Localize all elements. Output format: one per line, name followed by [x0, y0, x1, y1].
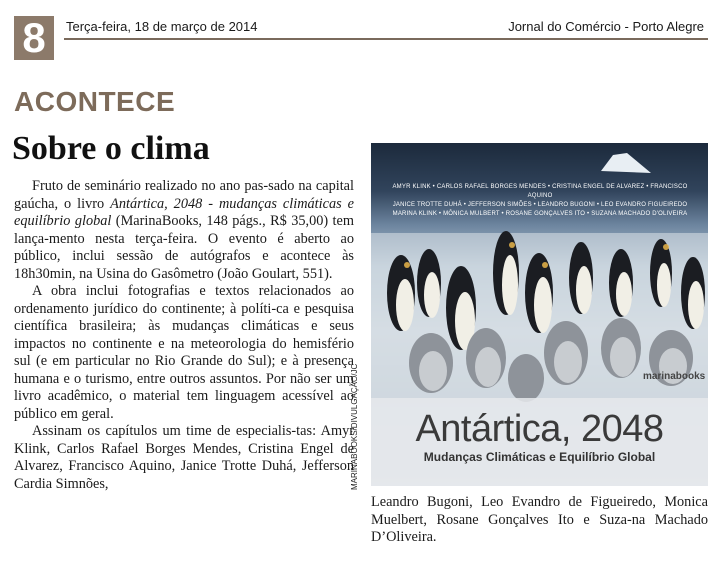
article-continuation: Leandro Bugoni, Leo Evandro de Figueiredo, Monica Muelbert, Rosane Gonçalves Ito e Suza-na Machado D’Oliveira.	[371, 494, 708, 545]
book-cover-title: Antártica, 2048	[415, 408, 664, 450]
article-body	[14, 178, 354, 493]
p1-text-before: Fruto de seminário realizado no ano pas-sado na capital gaúcha, o livro	[14, 178, 354, 212]
book-authors-line-2: JANICE TROTTE DUHÁ • JEFFERSON SIMÕES • LEANDRO BUGONI • LEO EVANDRO FIGUEIREDO	[392, 202, 688, 208]
article-headline: Sobre o clima	[12, 130, 210, 167]
paragraph-3: Assinam os capítulos um time de especialis-tas: Amyr Klink, Carlos Rafael Borges Mendes, Cristina Engel de Alvarez, Francisco Aquino, Janice Trotte Duhá, Jefferson Cardia Simnões,	[14, 423, 354, 492]
page-number: 8	[14, 16, 54, 60]
photo-credit	[350, 360, 364, 490]
book-authors-line-3: MARINA KLINK • MÔNICA MULBERT • ROSANE GONÇALVES ITO • SUZANA MACHADO D'OLIVEIRA	[392, 211, 688, 217]
newspaper-name: Jornal do Comércio - Porto Alegre	[508, 19, 704, 34]
page-header	[64, 18, 708, 40]
p1-text-after: (MarinaBooks, 148 págs., R$ 35,00) tem lança-mento nesta terça-feira. O evento é aberto ao público, inclui sessão de autógrafos e acontece às 18h30min, na Usina do Gasômetro (João Goulart, 551).	[14, 213, 354, 282]
paragraph-2: A obra inclui fotografias e textos relacionados ao ordenamento jurídico do continente; à políti-ca e pesquisa científica brasileira; às mudanças climáticas e seus impactos no continente e na meteorologia do hemisfério sul (e em particular no Rio Grande do Sul); e à presença humana e o turismo, entre outros assuntos. Por não ser um livro acadêmico, o material tem linguagem acessível ao público em geral.	[14, 283, 354, 422]
book-cover-photo	[371, 143, 708, 486]
book-authors-line-1: AMYR KLINK • CARLOS RAFAEL BORGES MENDES • CRISTINA ENGEL DE ALVAREZ • FRANCISCO AQUINO	[392, 184, 688, 199]
section-label: ACONTECE	[14, 86, 176, 117]
publication-date: Terça-feira, 18 de março de 2014	[66, 19, 258, 34]
book-title-inline: Antártica, 2048 - mudanças climáticas e equilíbrio global	[14, 195, 354, 229]
book-cover-subtitle: Mudanças Climáticas e Equilíbrio Global	[423, 450, 656, 464]
paragraph-1	[14, 178, 354, 283]
publisher-logo: marinabooks	[643, 371, 706, 382]
photo-credit-text: MARINABOOKS/DIVULGAÇÃO/JC	[350, 363, 359, 490]
book-authors	[383, 183, 697, 219]
